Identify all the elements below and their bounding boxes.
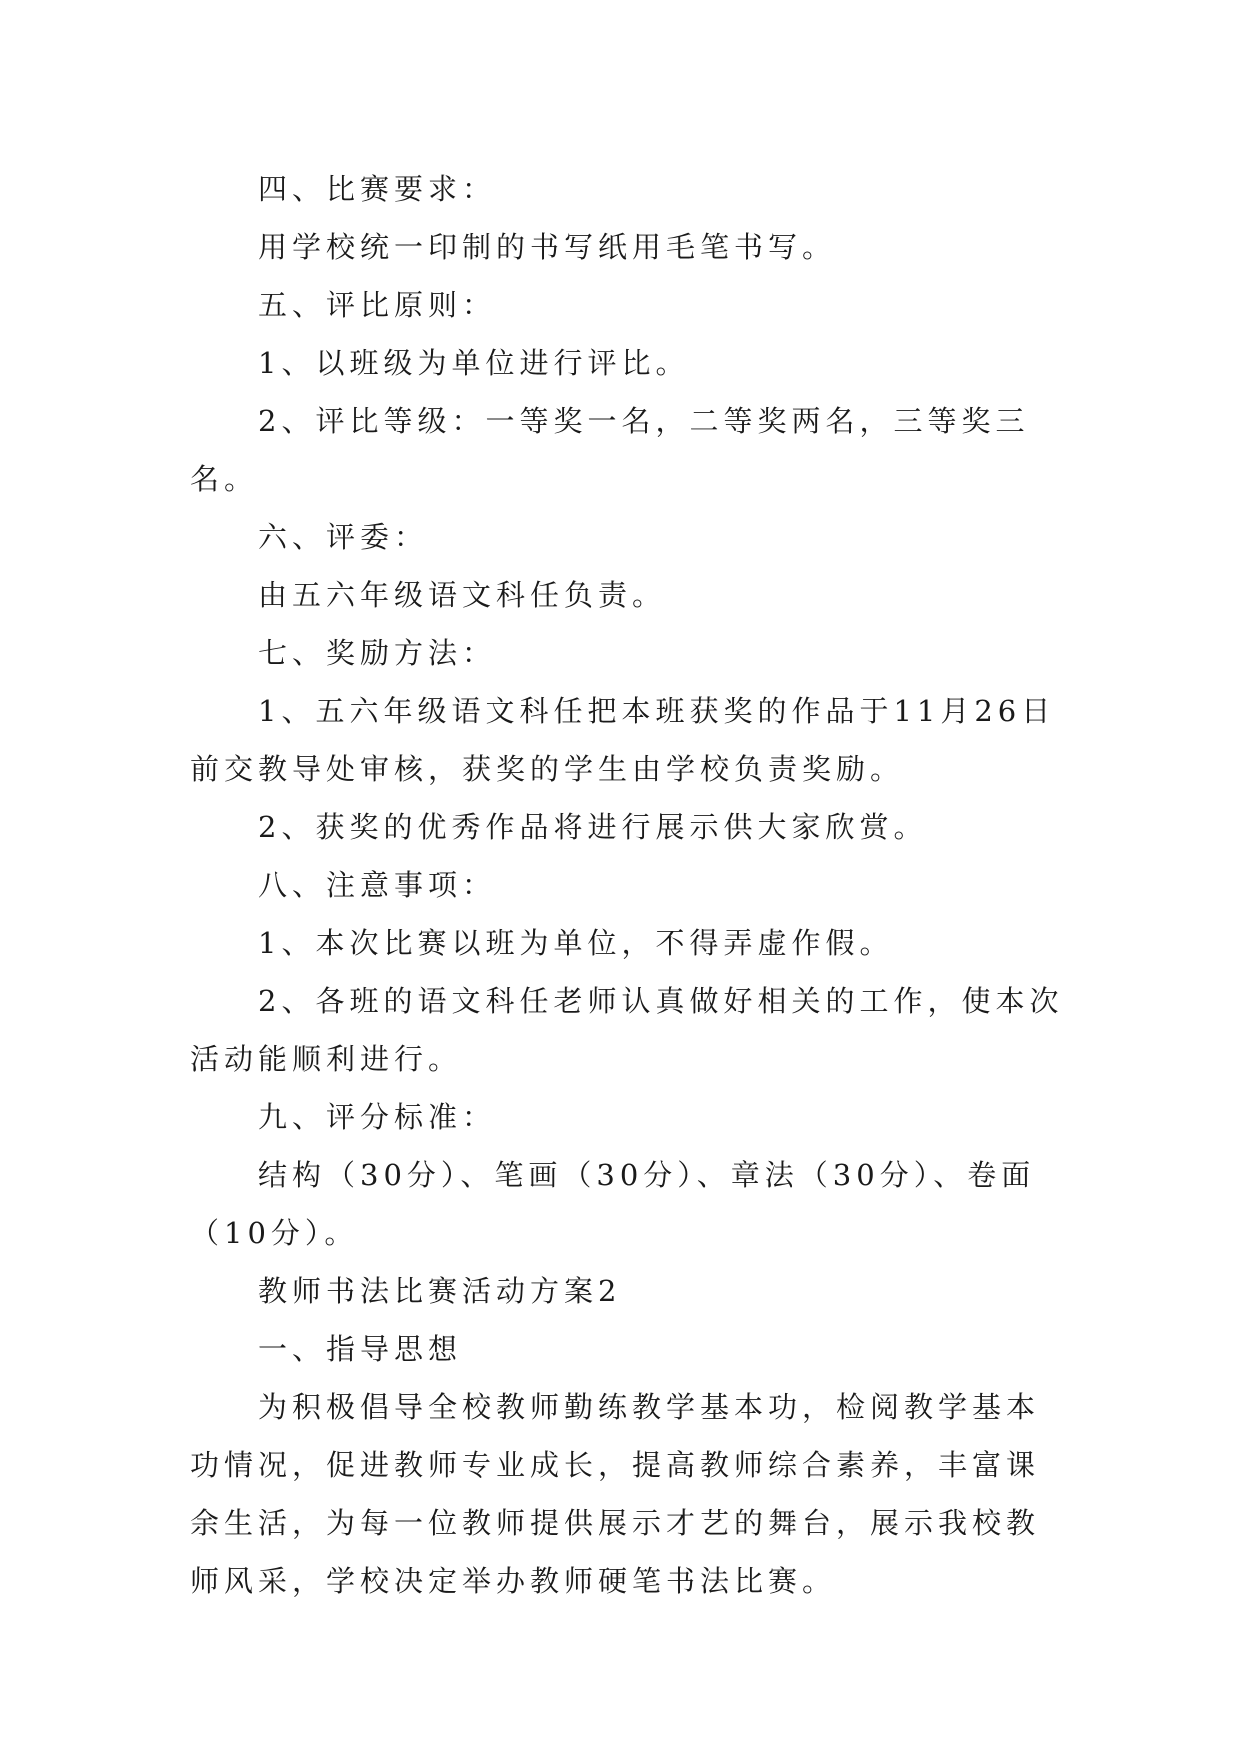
paragraph-requirements: 用学校统一印制的书写纸用毛笔书写。	[258, 230, 837, 264]
section-heading-principles: 五、评比原则：	[258, 288, 497, 322]
paragraph-guidance: 为积极倡导全校教师勤练教学基本功，检阅教学基本功情况，促进教师专业成长，提高教师综合素养，丰富课余生活，为每一位教师提供展示才艺的舞台，展示我校教师风采，学校决定举办教师硬笔书法比赛。	[190, 1390, 1041, 1598]
section-heading-judges: 六、评委：	[258, 520, 429, 554]
paragraph-principle-1: 1、以班级为单位进行评比。	[258, 346, 690, 380]
paragraph-scoring: 结构（30分）、笔画（30分）、章法（30分）、卷面（10分）。	[190, 1158, 1036, 1250]
paragraph-note-1: 1、本次比赛以班为单位，不得弄虚作假。	[258, 926, 894, 960]
section-heading-notes: 八、注意事项：	[258, 868, 497, 902]
paragraph-reward-2: 2、获奖的优秀作品将进行展示供大家欣赏。	[258, 810, 928, 844]
section-heading-requirements: 四、比赛要求：	[258, 172, 497, 206]
document-body	[190, 160, 1070, 1610]
paragraph-note-2: 2、各班的语文科任老师认真做好相关的工作，使本次活动能顺利进行。	[190, 984, 1064, 1076]
document-subtitle: 教师书法比赛活动方案2	[258, 1274, 622, 1308]
section-heading-guidance: 一、指导思想	[258, 1332, 463, 1366]
paragraph-principle-2: 2、评比等级：一等奖一名，二等奖两名，三等奖三名。	[190, 404, 1030, 496]
section-heading-rewards: 七、奖励方法：	[258, 636, 497, 670]
section-heading-scoring: 九、评分标准：	[258, 1100, 497, 1134]
paragraph-judges: 由五六年级语文科任负责。	[258, 578, 667, 612]
paragraph-reward-1: 1、五六年级语文科任把本班获奖的作品于11月26日前交教导处审核，获奖的学生由学校负责奖励。	[190, 694, 1056, 786]
